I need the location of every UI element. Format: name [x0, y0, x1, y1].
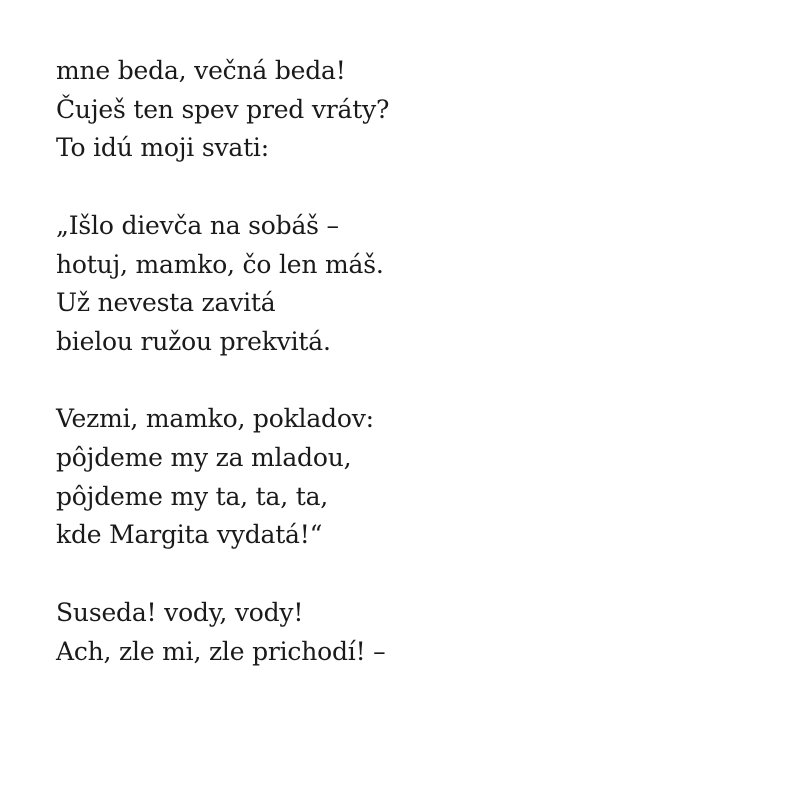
stanza-2 — [56, 207, 389, 362]
poem-line: To idú moji svati: — [56, 133, 269, 163]
poem-line: pôjdeme my ta, ta, ta, — [56, 481, 329, 511]
stanza-1 — [56, 52, 389, 168]
poem-line: pôjdeme my za mladou, — [56, 443, 352, 472]
poem-line: Ach, zle mi, zle prichodí! – — [56, 636, 386, 666]
stanza-4 — [56, 594, 389, 671]
poem-line: hotuj, mamko, čo len máš. — [56, 249, 384, 279]
poem-line: Už nevesta zavitá — [56, 288, 276, 318]
poem-line: bielou ružou prekvitá. — [56, 326, 331, 356]
poem-line: mne beda, večná beda! — [56, 56, 346, 85]
poem-line: kde Margita vydatá!“ — [56, 520, 323, 550]
poem-line: Čuješ ten spev pred vráty? — [56, 94, 390, 124]
stanza-3 — [56, 400, 389, 555]
poem-line: Vezmi, mamko, pokladov: — [56, 404, 374, 434]
poem-line: Suseda! vody, vody! — [56, 597, 304, 627]
poem-line: „Išlo dievča na sobáš – — [56, 210, 339, 240]
poem-text — [56, 52, 389, 671]
